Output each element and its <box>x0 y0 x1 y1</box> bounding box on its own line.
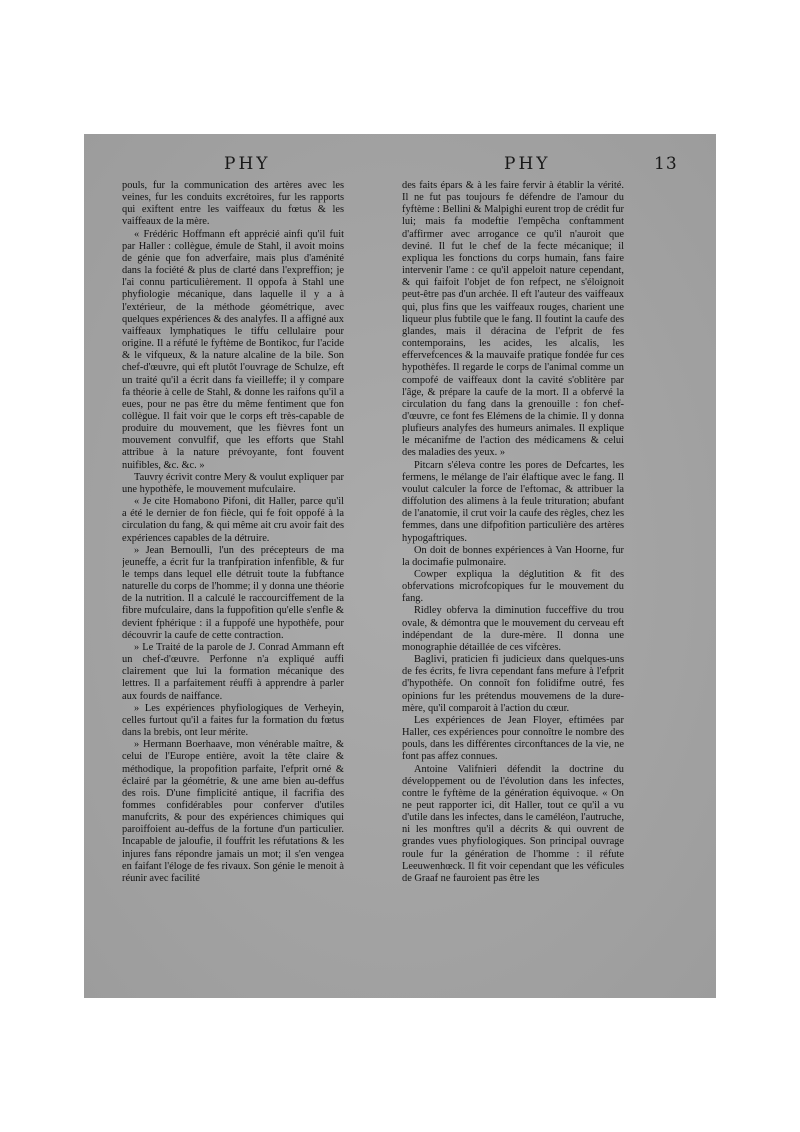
paragraph: Ridley obferva la diminution fucceffive du trou ovale, & démontra que le mouvement du cerveau eft indépendant de la dure-mère. Il donna une monographie détaillée de ces vifcères. <box>402 605 624 653</box>
paragraph: Les expériences de Jean Floyer, eftimées par Haller, ces expériences pour connoître le nombre des pouls, dans les différentes circonftances de la vie, ne font pas affez connues. <box>402 714 624 763</box>
paragraph: Antoine Valifnieri défendit la doctrine du développement ou de l'évolution dans les infectes, contre le fyftème de la génération équivoque. « On ne peut rapporter ici, dit Haller, tout ce qu'il a vu d'utile dans les infectes, dans le caméléon, l'autruche, ni les monftres qu'il a décrits & qui ouvrent de grandes vues phyfiologiques. Son principal ouvrage roule fur la génération de l'homme : il réfute Leeuwenhœck. Il fit voir cependant que les véficules de Graaf ne fauroient pas être les <box>402 763 624 884</box>
paragraph: Tauvry écrivit contre Mery & voulut expliquer par une hypothèfe, le mouvement mufculaire. <box>122 471 344 495</box>
paragraph: pouls, fur la communication des artères avec les veines, fur les conduits excrétoires, fur les rapports qui exiftent entre les vaiffeaux du fœtus & les vaiffeaux de la mère. <box>122 180 344 228</box>
right-text-column <box>402 180 624 988</box>
paragraph: Cowper expliqua la déglutition & fit des obfervations microfcopiques fur le mouvement du fang. <box>402 569 624 605</box>
running-head-left: PHY <box>224 154 271 174</box>
page-number: 13 <box>654 154 678 174</box>
paragraph: » Jean Bernoulli, l'un des précepteurs de ma jeuneffe, a écrit fur la tranfpiration infenfible, & fur le temps dans lequel elle détruit toute la fubftance naturelle du corps de l'homme; il y donna une théorie de la nutrition. Il a calculé le raccourciffement de la fibre mufculaire, dans la fuppofition qu'elle s'enfle & devient fphérique : il a fuppofé une hypothèfe, pour découvrir la caufe de cette contraction. <box>122 544 344 641</box>
paragraph: Pitcarn s'éleva contre les pores de Defcartes, les fermens, le mélange de l'air élaftique avec le fang. Il voulut calculer la force de l'eftomac, & attribuer la diffolution des alimens à la feule trituration; abufant de l'anatomie, il crut voir la caufe des règles, chez les femmes, dans une difpofition particulière des artères hypogaftriques. <box>402 459 624 544</box>
scanned-page <box>84 134 716 998</box>
paragraph: » Hermann Boerhaave, mon vénérable maître, & celui de l'Europe entière, avoit la tête claire & méthodique, la propofition parfaite, l'efprit orné & éclairé par la géométrie, & une ame bien au-deffus des rois. D'une fimplicité antique, il facrifia des fommes confidérables pour conferver d'utiles manufcrits, & pour des expériences chimiques qui paroiffoient au-deffus de la fortune d'un particulier. Incapable de jaloufie, il fouffrit les réfutations & les injures fans répondre jamais un mot; il s'en vengea en faifant l'éloge de fes rivaux. Son génie le menoit à réunir avec facilité <box>122 739 344 884</box>
running-head-right: PHY <box>504 154 551 174</box>
paragraph: » Les expériences phyfiologiques de Verheyin, celles furtout qu'il a faites fur la formation du fœtus dans la brebis, ont leur mérite. <box>122 702 344 739</box>
paragraph: » Le Traité de la parole de J. Conrad Ammann eft un chef-d'œuvre. Perfonne n'a expliqué auffi clairement que lui la formation mécanique des lettres. Il a parfaitement réuffi à apprendre à parler aux fourds de naiffance. <box>122 641 344 702</box>
paragraph: Baglivi, praticien fi judicieux dans quelques-uns de fes écrits, fe livra cependant fans mefure à l'efprit d'hypothèfe. On connoît fon folidifme outré, fes opinions fur les prétendus mouvemens de la dure-mère, qu'il comparoit à l'action du cœur. <box>402 654 624 714</box>
paragraph: On doit de bonnes expériences à Van Hoorne, fur la docimafie pulmonaire. <box>402 544 624 568</box>
paragraph: des faits épars & à les faire fervir à établir la vérité. Il ne fut pas toujours fe défendre de l'amour du fyftème : Bellini & Malpighi eurent trop de crédit fur lui; mais fa modeftie l'empêcha conftamment d'affirmer avec arrogance ce qu'il n'auroit que deviné. Il fut le chef de la fecte mécanique; il expliqua les fonctions du corps humain, fans faire intervenir l'ame : ce qu'il appeloit nature cependant, & qui faifoit l'objet de fon refpect, ne s'éloignoit peut-être pas d'un archée. Il eft l'auteur des vaiffeaux qui, plus fins que les vaiffeaux rouges, charient une liqueur plus fubtile que le fang. Il foutint la caufe des glandes, mais il déracina de l'efprit de fes contemporains, les acides, les alcalis, les effervefcences & la mauvaife pratique fondée fur ces hypothèfes. Il regarde le corps de l'animal comme un compofé de vaiffeaux dont la cavité s'oblitère par l'âge, & prépare la caufe de la mort. Il a obfervé la circulation du fang dans la grenouille : fon chef-d'œuvre, ce font fes Elémens de la chimie. Il y donna plufieurs analyfes des humeurs animales. Il explique le mécanifme de l'action des médicamens & celui des maladies des yeux. » <box>402 180 624 459</box>
left-text-column <box>122 180 344 988</box>
paragraph: « Je cite Homabono Pifoni, dit Haller, parce qu'il a été le dernier de fon fiècle, qui fe foit oppofé à la circulation du fang, & qui même ait cru avoir fait des expériences capables de la détruire. <box>122 496 344 544</box>
paragraph: « Frédéric Hoffmann eft apprécié ainfi qu'il fuit par Haller : collègue, émule de Stahl, il avoit moins de génie que fon adverfaire, mais plus d'aménité dans la fociété & plus de clarté dans l'expreffion; je l'ai connu particulièrement. Il oppofa à Stahl une phyfiologie mécanique, dans laquelle il y a à l'extérieur, de la méthode géométrique, avec quelques expériences & des analyfes. Il a affigné aux vaiffeaux lymphatiques le tiffu cellulaire pour origine. Il a réfuté le fyftème de Bontikoc, fur l'acide & le vifqueux, & la nature alcaline de la bile. Son chef-d'œuvre, qui eft plutôt l'ouvrage de Schulze, eft un traité qu'il a écrit dans fa vieilleffe; il y compare fa théorie à celle de Stahl, & donne les raifons qu'il a eues, pour ne pas être du même fentiment que fon collègue. Il fait voir que le corps eft très-capable de produire du mouvement, que les fièvres font un mouvement convulfif, que les efforts que Stahl attribue à la nature prévoyante, font fouvent nuifibles, &c. &c. » <box>122 228 344 471</box>
